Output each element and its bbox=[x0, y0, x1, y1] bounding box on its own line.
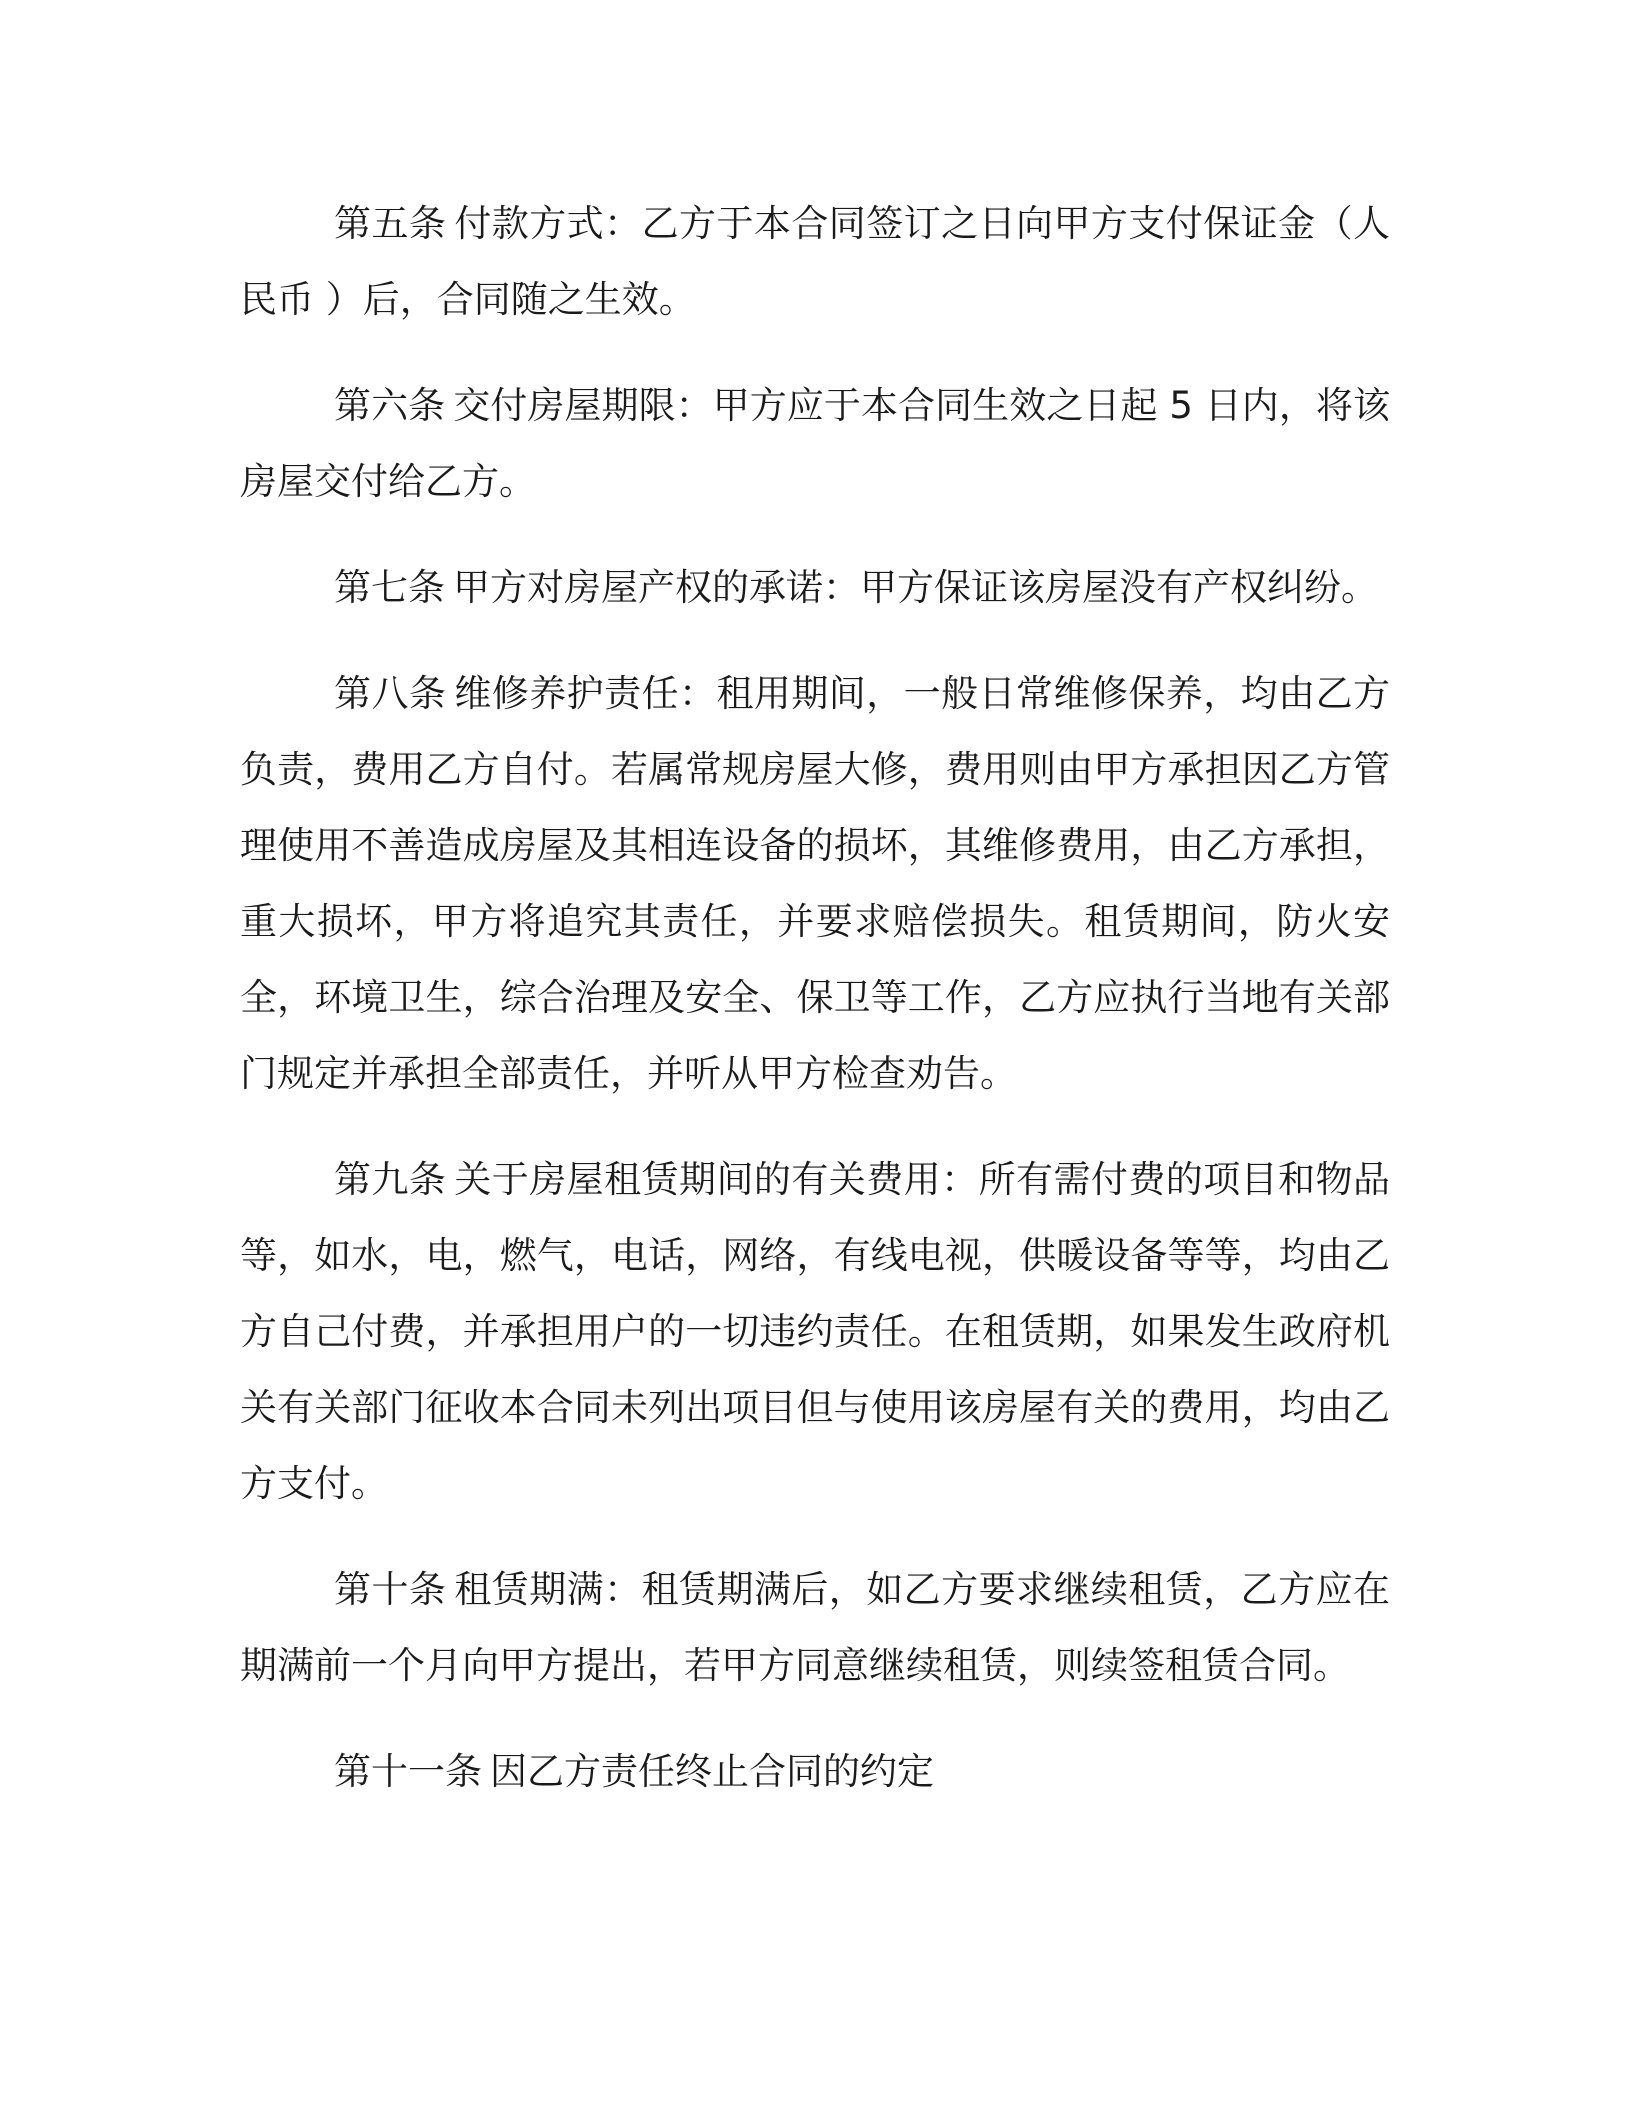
clause-number: 第十一条 bbox=[334, 1750, 482, 1793]
clause-text: 付款方式：乙方于本合同签订之日向甲方支付保证金（人民币 ）后，合同随之生效。 bbox=[240, 202, 1391, 321]
clause-number: 第八条 bbox=[334, 672, 447, 715]
clause-text: 维修养护责任：租用期间，一般日常维修保养，均由乙方负责，费用乙方自付。若属常规房屋大修，费用则由甲方承担因乙方管理使用不善造成房屋及其相连设备的损坏，其维修费用，由乙方承担，重大损坏，甲方将追究其责任，并要求赔偿损失。租赁期间，防火安全，环境卫生，综合治理及安全、保卫等工作，乙方应执行当地有关部门规定并承担全部责任，并听从甲方检查劝告。 bbox=[240, 672, 1391, 1095]
clause-number: 第六条 bbox=[334, 384, 446, 427]
clause-number: 第五条 bbox=[334, 202, 447, 245]
clause-10 bbox=[240, 1552, 1390, 1704]
contract-body bbox=[240, 186, 1390, 1840]
clause-number: 第七条 bbox=[334, 566, 445, 609]
clause-text: 交付房屋期限：甲方应于本合同生效之日起 5 日内，将该房屋交付给乙方。 bbox=[240, 384, 1391, 503]
clause-7 bbox=[240, 550, 1390, 626]
clause-text: 租赁期满：租赁期满后，如乙方要求继续租赁，乙方应在期满前一个月向甲方提出，若甲方同意继续租赁，则续签租赁合同。 bbox=[240, 1568, 1391, 1687]
clause-text: 因乙方责任终止合同的约定 bbox=[490, 1750, 934, 1793]
clause-8 bbox=[240, 656, 1390, 1112]
clause-9 bbox=[240, 1142, 1390, 1522]
clause-text: 甲方对房屋产权的承诺：甲方保证该房屋没有产权纠纷。 bbox=[453, 566, 1378, 609]
clause-5 bbox=[240, 186, 1390, 338]
clause-number: 第十条 bbox=[334, 1568, 447, 1611]
clause-text: 关于房屋租赁期间的有关费用：所有需付费的项目和物品等，如水，电，燃气，电话，网络，有线电视，供暖设备等等，均由乙方自己付费，并承担用户的一切违约责任。在租赁期，如果发生政府机关有关部门征收本合同未列出项目但与使用该房屋有关的费用，均由乙方支付。 bbox=[240, 1158, 1391, 1505]
clause-6 bbox=[240, 368, 1390, 520]
clause-11 bbox=[240, 1734, 1390, 1810]
clause-number: 第九条 bbox=[334, 1158, 447, 1201]
